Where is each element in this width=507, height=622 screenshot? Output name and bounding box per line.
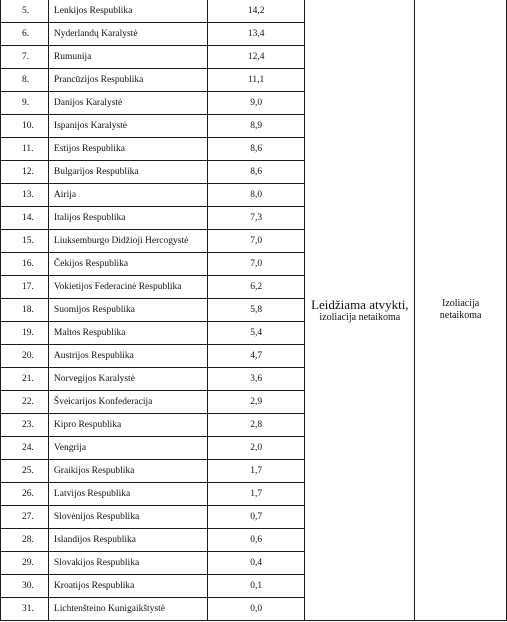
incidence-value: 8,6 <box>207 161 305 184</box>
incidence-value: 0,6 <box>207 529 305 552</box>
incidence-value: 0,0 <box>207 598 305 621</box>
row-number: 22. <box>1 391 49 414</box>
country-name: Kroatijos Respublika <box>48 575 207 598</box>
incidence-value: 9,0 <box>207 92 305 115</box>
country-name: Nyderlandų Karalystė <box>48 23 207 46</box>
incidence-value: 2,0 <box>207 437 305 460</box>
country-name: Norvegijos Karalystė <box>48 368 207 391</box>
row-number: 30. <box>1 575 49 598</box>
incidence-value: 8,9 <box>207 115 305 138</box>
row-number: 27. <box>1 506 49 529</box>
country-name: Vengrija <box>48 437 207 460</box>
incidence-value: 6,2 <box>207 276 305 299</box>
no-isolation-text: izoliacija netaikoma <box>319 311 401 323</box>
table-body <box>1 0 507 621</box>
row-number: 18. <box>1 299 49 322</box>
row-number: 17. <box>1 276 49 299</box>
row-number: 9. <box>1 92 49 115</box>
country-name: Slovėnijos Respublika <box>48 506 207 529</box>
country-name: Maltos Respublika <box>48 322 207 345</box>
row-number: 19. <box>1 322 49 345</box>
row-number: 15. <box>1 230 49 253</box>
row-number: 13. <box>1 184 49 207</box>
incidence-value: 4,7 <box>207 345 305 368</box>
isolation-line-1: Izoliacija <box>442 298 480 309</box>
row-number: 11. <box>1 138 49 161</box>
incidence-value: 0,1 <box>207 575 305 598</box>
country-name: Lichtenšteino Kunigaikštystė <box>48 598 207 621</box>
country-name: Prancūzijos Respublika <box>48 69 207 92</box>
incidence-value: 3,6 <box>207 368 305 391</box>
row-number: 25. <box>1 460 49 483</box>
country-name: Danijos Karalystė <box>48 92 207 115</box>
row-number: 28. <box>1 529 49 552</box>
row-number: 26. <box>1 483 49 506</box>
isolation-cell <box>415 0 507 621</box>
row-number: 6. <box>1 23 49 46</box>
row-number: 20. <box>1 345 49 368</box>
row-number: 16. <box>1 253 49 276</box>
row-number: 7. <box>1 46 49 69</box>
country-name: Šveicarijos Konfederacija <box>48 391 207 414</box>
country-name: Austrijos Respublika <box>48 345 207 368</box>
country-name: Suomijos Respublika <box>48 299 207 322</box>
row-number: 24. <box>1 437 49 460</box>
country-name: Islandijos Respublika <box>48 529 207 552</box>
country-name: Latvijos Respublika <box>48 483 207 506</box>
country-name: Airija <box>48 184 207 207</box>
country-name: Kipro Respublika <box>48 414 207 437</box>
country-name: Italijos Respublika <box>48 207 207 230</box>
country-name: Graikijos Respublika <box>48 460 207 483</box>
isolation-line-2: netaikoma <box>439 310 482 321</box>
incidence-value: 2,9 <box>207 391 305 414</box>
incidence-value: 0,7 <box>207 506 305 529</box>
row-number: 31. <box>1 598 49 621</box>
entry-allowed-cell <box>305 0 415 621</box>
row-number: 23. <box>1 414 49 437</box>
table-row <box>1 0 507 23</box>
incidence-value: 11,1 <box>207 69 305 92</box>
country-name: Ispanijos Karalystė <box>48 115 207 138</box>
incidence-value: 5,8 <box>207 299 305 322</box>
row-number: 29. <box>1 552 49 575</box>
incidence-value: 8,0 <box>207 184 305 207</box>
entry-allowed-text: Leidžiama atvykti, <box>311 296 409 312</box>
row-number: 12. <box>1 161 49 184</box>
row-number: 10. <box>1 115 49 138</box>
incidence-value: 2,8 <box>207 414 305 437</box>
incidence-value: 7,3 <box>207 207 305 230</box>
country-name: Lenkijos Respublika <box>48 0 207 23</box>
row-number: 14. <box>1 207 49 230</box>
country-name: Liuksemburgo Didžioji Hercogystė <box>48 230 207 253</box>
country-name: Estijos Respublika <box>48 138 207 161</box>
incidence-value: 13,4 <box>207 23 305 46</box>
incidence-value: 0,4 <box>207 552 305 575</box>
row-number: 8. <box>1 69 49 92</box>
row-number: 21. <box>1 368 49 391</box>
incidence-value: 8,6 <box>207 138 305 161</box>
incidence-value: 14,2 <box>207 0 305 23</box>
country-name: Slovakijos Respublika <box>48 552 207 575</box>
country-name: Vokietijos Federacinė Respublika <box>48 276 207 299</box>
country-name: Bulgarijos Respublika <box>48 161 207 184</box>
incidence-value: 1,7 <box>207 460 305 483</box>
incidence-value: 7,0 <box>207 253 305 276</box>
row-number: 5. <box>1 0 49 23</box>
country-name: Rumunija <box>48 46 207 69</box>
incidence-value: 5,4 <box>207 322 305 345</box>
incidence-value: 1,7 <box>207 483 305 506</box>
incidence-value: 12,4 <box>207 46 305 69</box>
incidence-value: 7,0 <box>207 230 305 253</box>
country-name: Čekijos Respublika <box>48 253 207 276</box>
